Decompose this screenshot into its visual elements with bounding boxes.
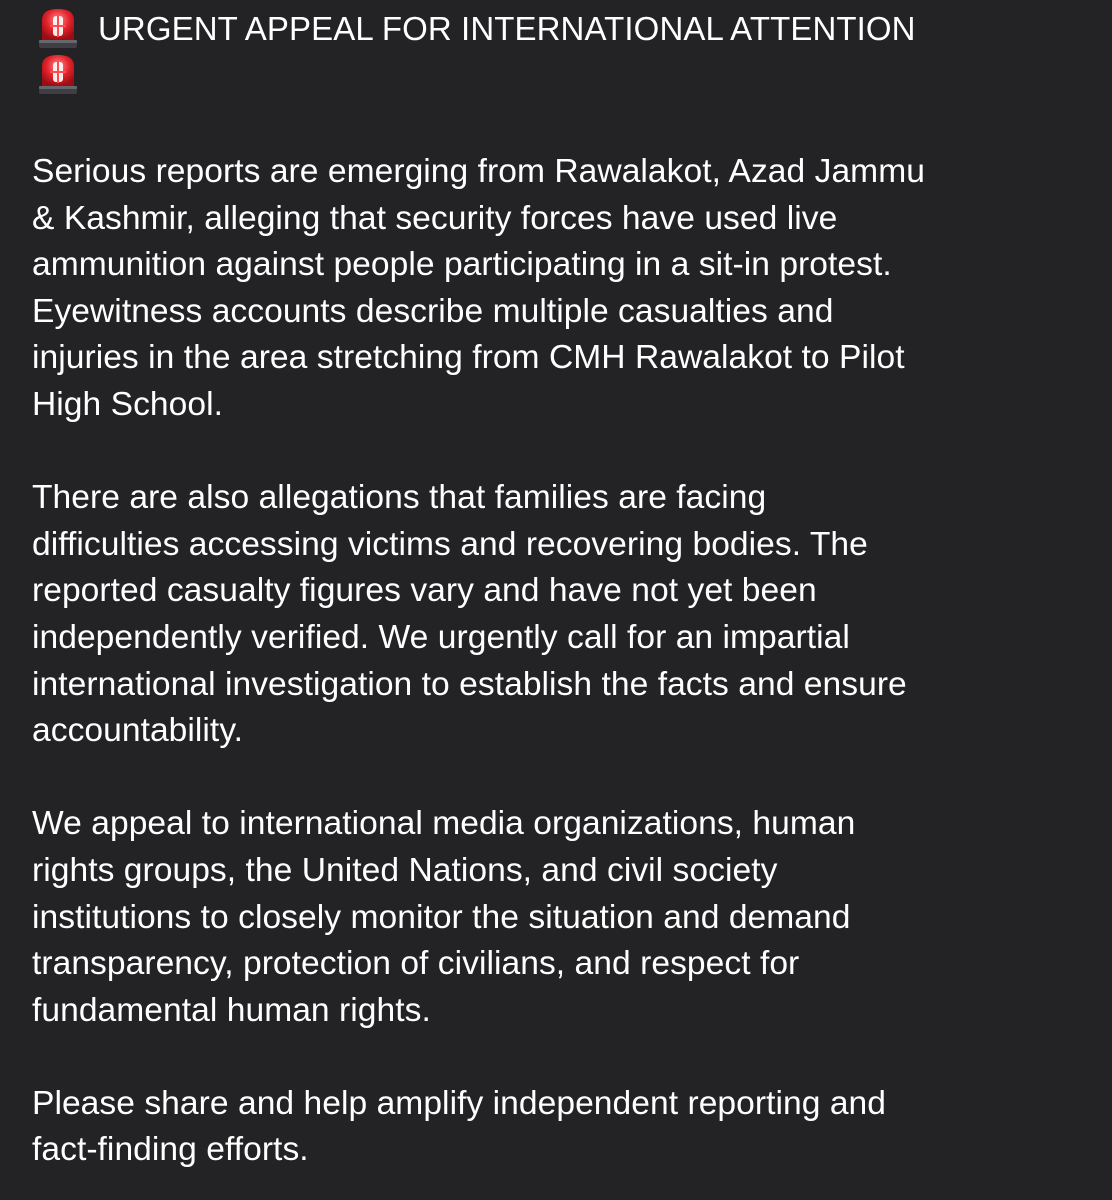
paragraph-line: Please share and help amplify independent reporting and: [32, 1084, 886, 1122]
paragraph-line: fact-finding efforts.: [32, 1131, 309, 1169]
paragraph-line: & Kashmir, alleging that security forces have used live: [32, 199, 838, 237]
post-title-row: [32, 6, 1112, 52]
paragraph-line: Eyewitness accounts describe multiple casualties and: [32, 292, 834, 330]
siren-row: [32, 52, 1112, 98]
paragraph-line: Serious reports are emerging from Rawalakot, Azad Jammu: [32, 153, 925, 190]
paragraph-share: [32, 1081, 1092, 1174]
paragraph-line: independently verified. We urgently call for an impartial: [32, 618, 850, 656]
paragraph-line: institutions to closely monitor the situation and demand: [32, 898, 851, 936]
post-title: URGENT APPEAL FOR INTERNATIONAL ATTENTION: [98, 10, 916, 47]
paragraph-line: rights groups, the United Nations, and civil society: [32, 851, 778, 889]
paragraph-line: transparency, protection of civilians, and respect for: [32, 945, 800, 983]
paragraph-line: There are also allegations that families are facing: [32, 479, 767, 517]
paragraph-line: We appeal to international media organizations, human: [32, 805, 856, 843]
police-car-light-icon: [36, 6, 80, 50]
paragraph-line: reported casualty figures vary and have not yet been: [32, 572, 817, 610]
paragraph-appeal: [32, 801, 1092, 1034]
paragraph-line: injuries in the area stretching from CMH Rawalakot to Pilot: [32, 339, 905, 377]
paragraph-line: fundamental human rights.: [32, 991, 431, 1029]
paragraph-allegations: [32, 475, 1092, 755]
paragraph-line: international investigation to establish the facts and ensure: [32, 665, 907, 703]
paragraph-reports: [32, 149, 1092, 429]
post-body: [32, 149, 1092, 1174]
police-car-light-icon: [36, 52, 80, 96]
paragraph-line: difficulties accessing victims and recovering bodies. The: [32, 525, 868, 563]
paragraph-line: High School.: [32, 385, 223, 423]
paragraph-line: accountability.: [32, 712, 244, 750]
paragraph-line: ammunition against people participating in a sit-in protest.: [32, 246, 892, 284]
